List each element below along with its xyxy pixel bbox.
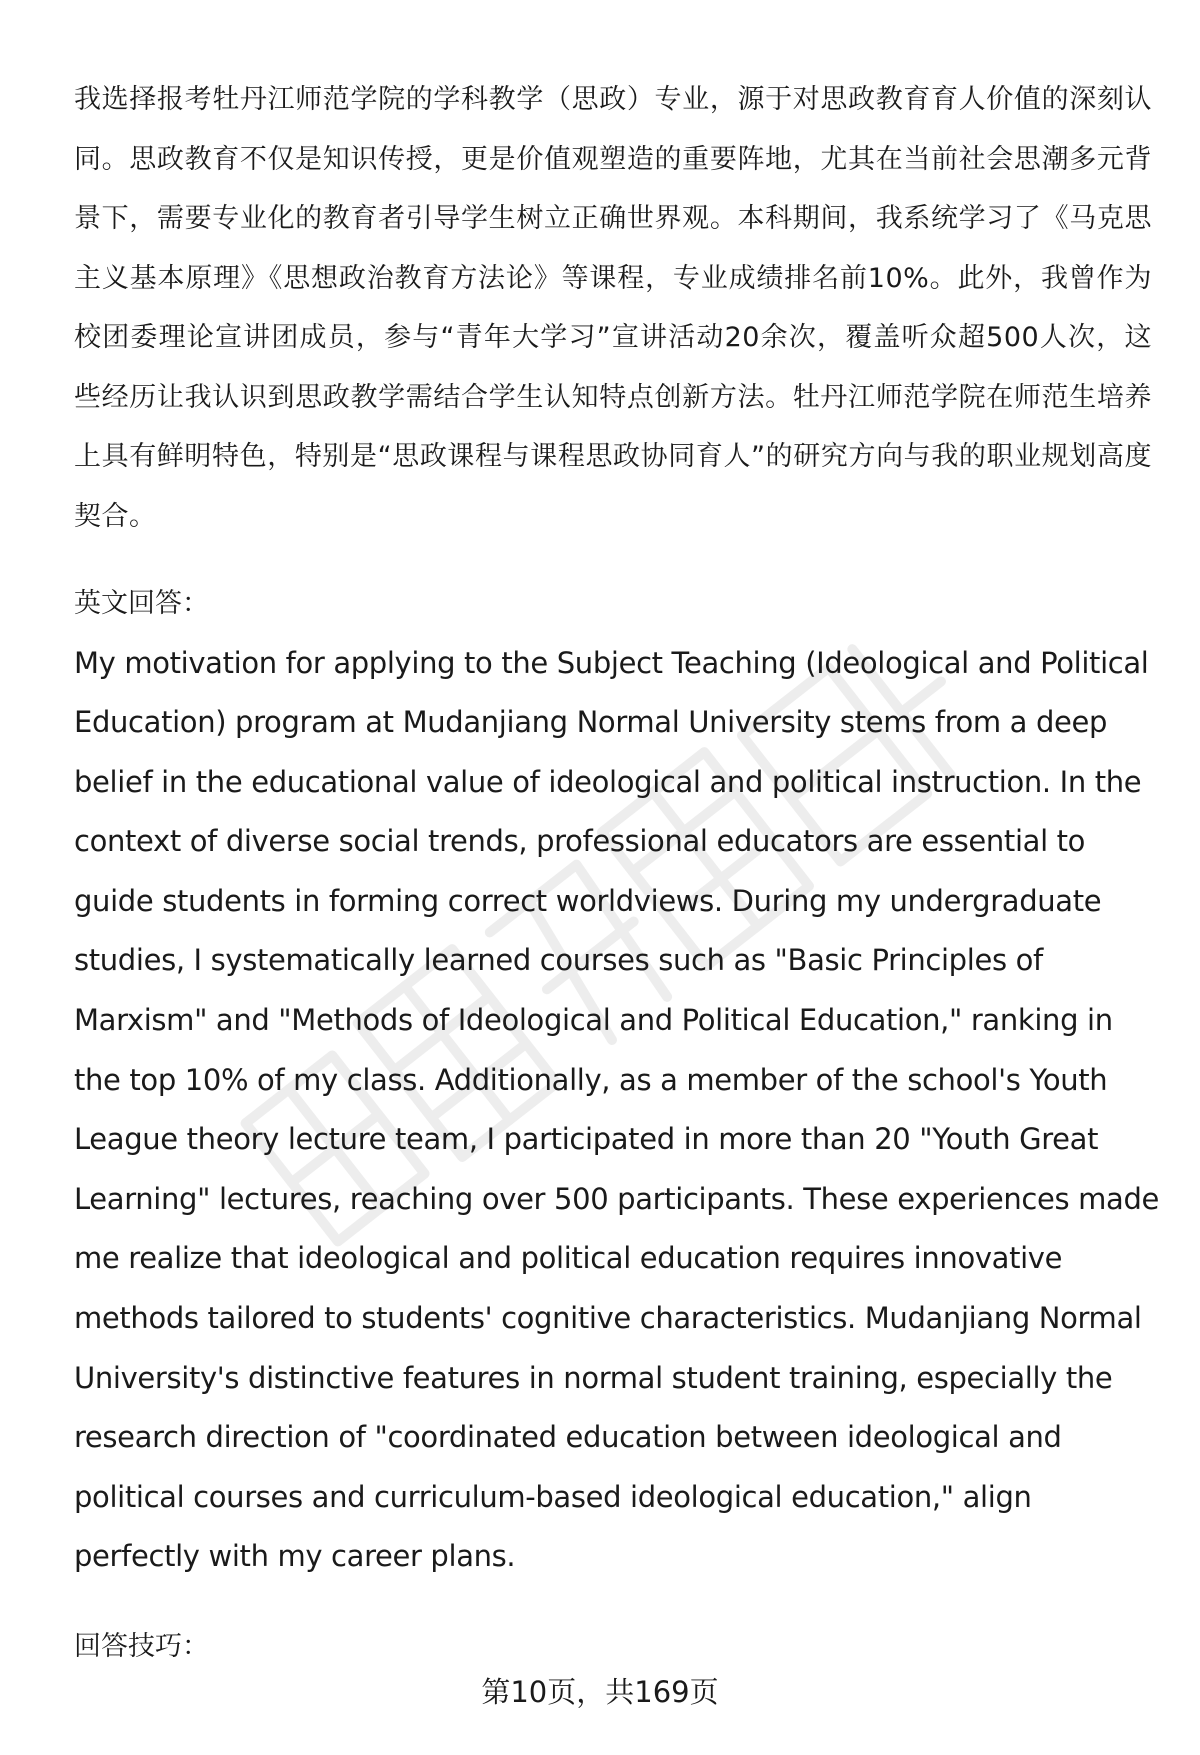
english-answer-label: 英文回答： bbox=[74, 588, 209, 619]
answer-tips-label: 回答技巧： bbox=[74, 1631, 209, 1662]
page-number-footer: 第10页，共169页 bbox=[481, 1675, 719, 1709]
document-body bbox=[74, 70, 1160, 1677]
english-answer-paragraph: My motivation for applying to the Subject Teaching (Ideological and Political Education) program at Mudanjiang Normal University stems from a deep belief in the educational value of ideological and political instruction. In the context of diverse social trends, professional educators are essential to guide students in forming correct worldviews. During my undergraduate studies, I systematically learned courses such as "Basic Principles of Marxism" and "Methods of Ideological and Political Education," ranking in the top 10% of my class. Additionally, as a member of the school's Youth League theory lecture team, I participated in more than 20 "Youth Great Learning" lectures, reaching over 500 participants. These experiences made me realize that ideological and political education requires innovative methods tailored to students' cognitive characteristics. Mudanjiang Normal University's distinctive features in normal student training, especially the research direction of "coordinated education between ideological and political courses and curriculum-based ideological education," align perfectly with my career plans. bbox=[74, 645, 1160, 1574]
chinese-answer-paragraph: 我选择报考牡丹江师范学院的学科教学（思政）专业，源于对思政教育育人价值的深刻认同。思政教育不仅是知识传授，更是价值观塑造的重要阵地，尤其在当前社会思潮多元背景下，需要专业化的教育者引导学生树立正确世界观。本科期间，我系统学习了《马克思主义基本原理》《思想政治教育方法论》等课程，专业成绩排名前10%。此外，我曾作为校团委理论宣讲团成员，参与“青年大学习”宣讲活动20余次，覆盖听众超500人次，这些经历让我认识到思政教学需结合学生认知特点创新方法。牡丹江师范学院在师范生培养上具有鲜明特色，特别是“思政课程与课程思政协同育人”的研究方向与我的职业规划高度契合。 bbox=[74, 84, 1152, 532]
